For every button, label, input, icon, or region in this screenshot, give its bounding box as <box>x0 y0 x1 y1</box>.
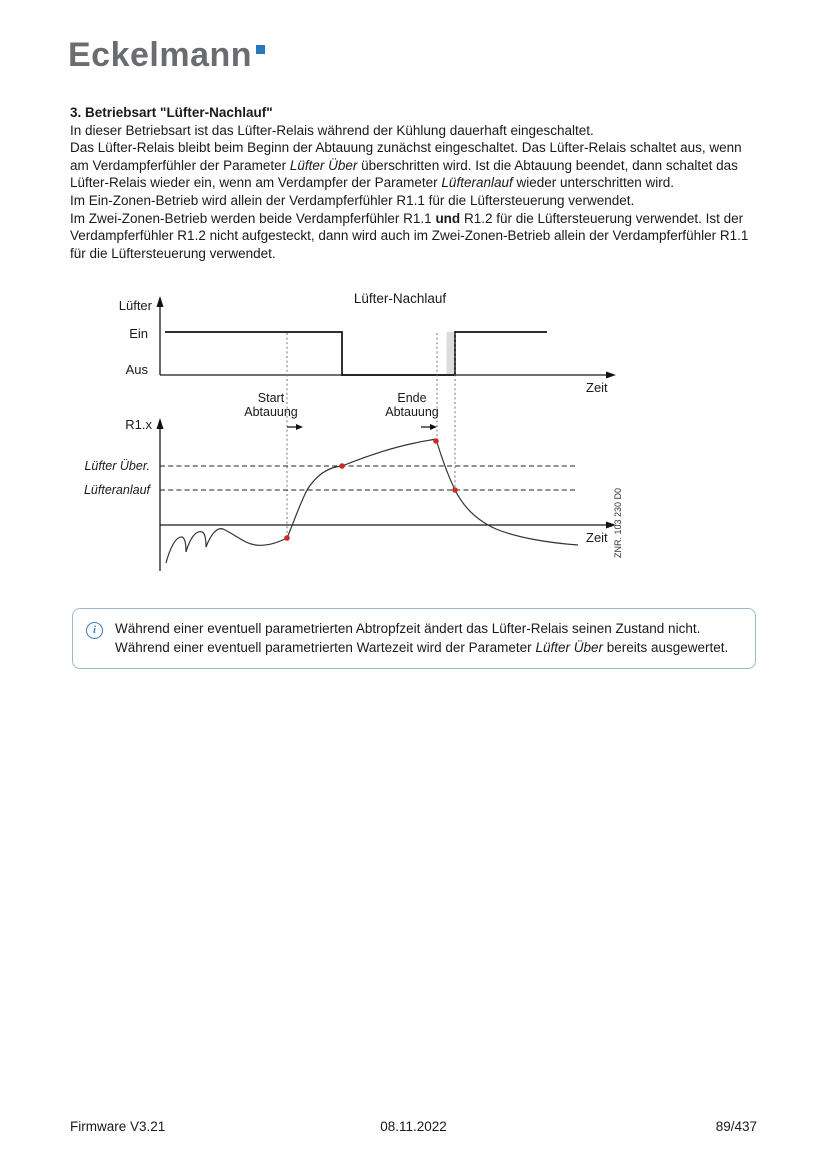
ein-label: Ein <box>129 326 148 341</box>
luefter-nachlauf-diagram <box>70 286 650 586</box>
paragraph-4-text-a: Im Zwei-Zonen-Betrieb werden beide Verdampferfühler R1.1 <box>70 210 436 226</box>
diagram-title: Lüfter-Nachlauf <box>353 291 447 306</box>
paragraph-2-text-b: überschritten wird. Ist die Abtauung beendet, dann schaltet das Lüfter-Relais wieder ein, wenn am Verdampfer der Parameter <box>70 157 738 191</box>
paragraph-1: In dieser Betriebsart ist das Lüfter-Relais während der Kühlung dauerhaft eingeschaltet. <box>70 122 594 138</box>
ende-arrow-icon <box>430 424 437 430</box>
ende-abtauung-label: Abtauung <box>385 405 439 419</box>
fan-state-waveform <box>165 332 547 375</box>
param-luefter-ueber: Lüfter Über <box>289 157 358 173</box>
logo-square-icon <box>256 45 265 54</box>
fan-axis-label: Lüfter <box>118 298 152 313</box>
info-box <box>72 608 756 669</box>
footer-page-number: 89/437 <box>715 1119 757 1134</box>
drawing-number: ZNR. 103 230 D0 <box>613 487 623 559</box>
start-abtauung-label: Abtauung <box>244 405 298 419</box>
zeit-top-label: Zeit <box>586 380 608 395</box>
info-icon: i <box>86 622 103 639</box>
marker-luefteranlauf <box>452 487 458 493</box>
aus-label: Aus <box>125 362 148 377</box>
start-arrow-icon <box>296 424 303 430</box>
paragraph-2 <box>70 139 760 192</box>
info-param-luefter-ueber: Lüfter Über <box>535 639 603 655</box>
fan-y-axis-arrow-icon <box>157 296 164 307</box>
info-line-2-text-a: Während einer eventuell parametrierten Wartezeit wird der Parameter <box>115 639 536 655</box>
param-luefteranlauf: Lüfteranlauf <box>441 175 513 191</box>
zeit-bottom-label: Zeit <box>586 530 608 545</box>
marker-luefter-ueber <box>339 463 345 469</box>
paragraph-4-text-b: R1.2 für die Lüftersteuerung verwendet. Ist der Verdampferfühler R1.2 nicht aufgesteckt, dann wird auch im Zwei-Zonen-Betrieb allein der Verdampferfühler R1.1 für die Lüftersteuerung verwendet. <box>70 210 749 261</box>
info-line-1: Während einer eventuell parametrierten Abtropfzeit ändert das Lüfter-Relais seinen Zustand nicht. <box>115 621 701 636</box>
marker-ende <box>433 438 439 444</box>
start-label: Start <box>257 391 285 405</box>
sensor-axis-label: R1.x <box>125 417 152 432</box>
paragraph-2-text-c: wieder unterschritten wird. <box>512 175 675 191</box>
info-line-2-text-b: bereits ausgewertet. <box>602 639 729 655</box>
marker-start <box>284 535 290 541</box>
body-text <box>70 104 760 262</box>
footer-firmware-version: Firmware V3.21 <box>70 1119 166 1134</box>
fan-time-axis-arrow-icon <box>606 372 616 379</box>
paragraph-2-text-a: Das Lüfter-Relais bleibt beim Beginn der Abtauung zunächst eingeschaltet. Das Lüfter-Relais schaltet aus, wenn am Verdampferfühler der Parameter <box>70 140 742 173</box>
paragraph-4 <box>70 210 760 263</box>
paragraph-3: Im Ein-Zonen-Betrieb wird allein der Verdampferfühler R1.1 für die Lüftersteuerung verwendet. <box>70 192 635 208</box>
paragraph-4-bold-und: und <box>435 210 461 226</box>
section-heading: 3. Betriebsart "Lüfter-Nachlauf" <box>70 105 273 120</box>
ende-label: Ende <box>397 391 427 405</box>
temperature-curve <box>166 439 578 563</box>
luefter-ueber-label: Lüfter Über. <box>84 459 150 473</box>
logo-wordmark: Eckelmann <box>68 36 253 74</box>
eckelmann-logo <box>68 38 265 72</box>
sensor-y-axis-arrow-icon <box>157 418 164 429</box>
footer-date: 08.11.2022 <box>380 1119 447 1134</box>
info-line-2 <box>115 639 741 658</box>
luefteranlauf-label: Lüfteranlauf <box>83 483 150 497</box>
